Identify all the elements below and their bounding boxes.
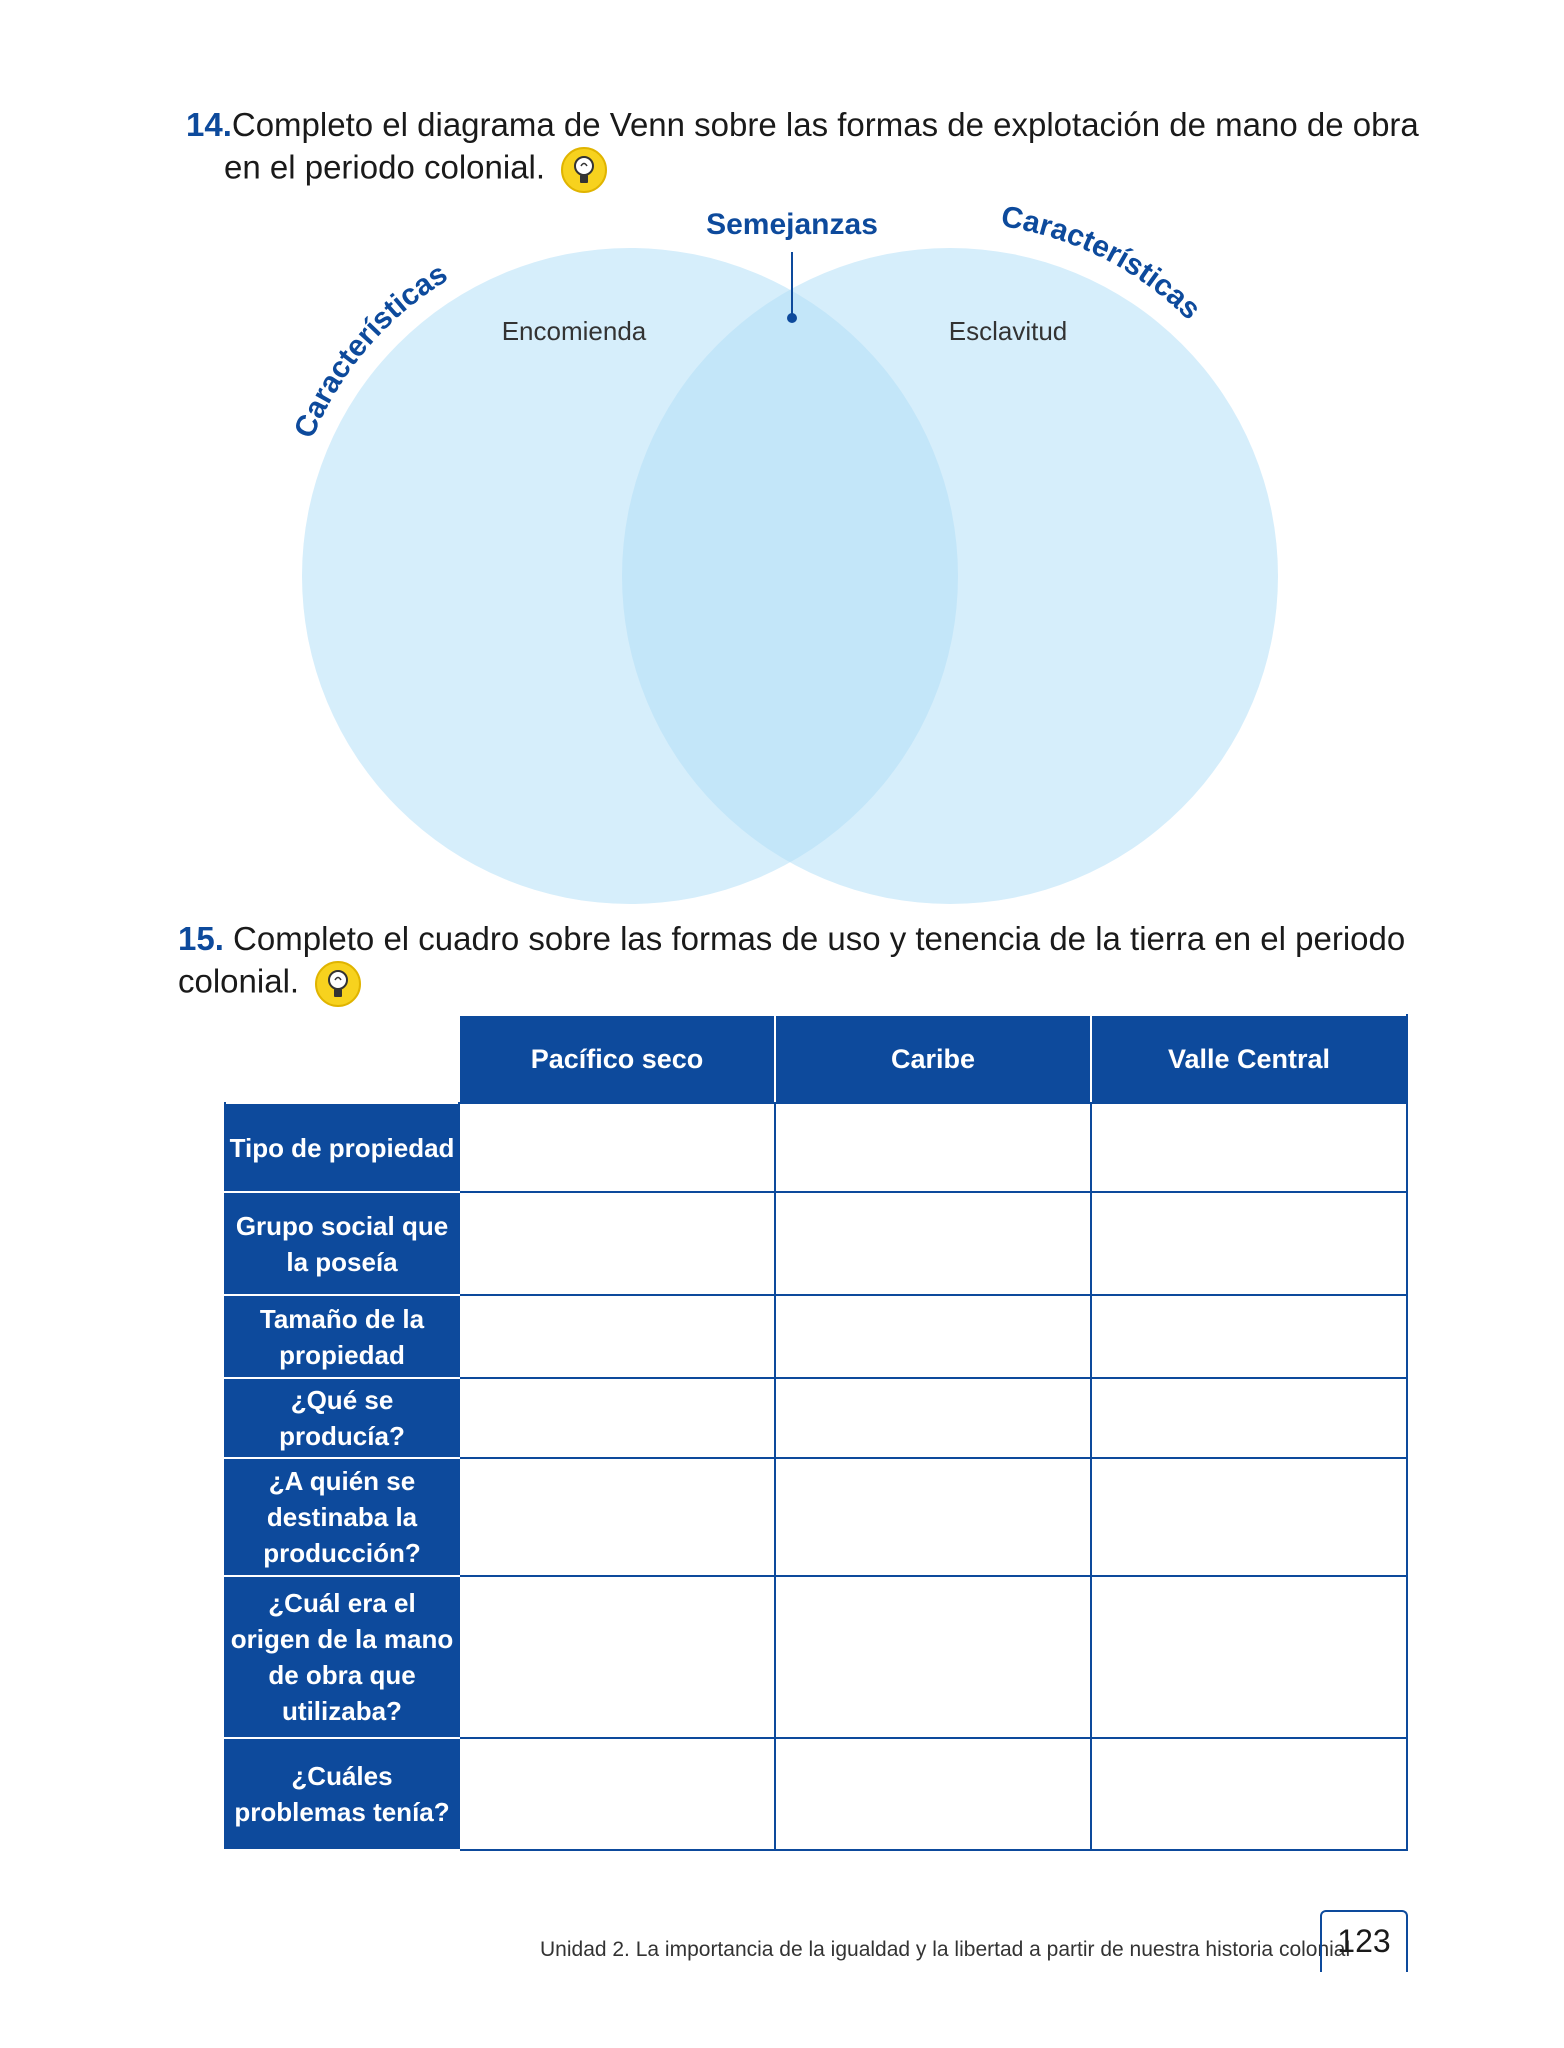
row-header-problemas: ¿Cuáles problemas tenía? [225,1738,459,1850]
row-header-tipo-propiedad: Tipo de propiedad [225,1103,459,1192]
row-header-grupo-social: Grupo social que la poseía [225,1192,459,1295]
question-15 [178,918,1478,1008]
table-row [225,1576,1407,1738]
venn-right-arc-label: Características [998,200,1208,326]
table-cell[interactable] [1091,1458,1407,1576]
lightbulb-icon [314,960,362,1008]
table-cell[interactable] [1091,1378,1407,1458]
table-cell[interactable] [775,1192,1091,1295]
venn-left-arc-label: Características [288,257,454,443]
table-cell[interactable] [459,1192,775,1295]
land-tenure-table [224,1014,1408,1851]
question-15-number: 15. [178,920,224,957]
table-cell[interactable] [775,1738,1091,1850]
row-header-que-se-producia: ¿Qué se producía? [225,1378,459,1458]
row-header-origen-mano-obra: ¿Cuál era el origen de la mano de obra que utilizaba? [225,1576,459,1738]
table-cell[interactable] [775,1576,1091,1738]
table-cell[interactable] [1091,1738,1407,1850]
question-14-text: Completo el diagrama de Venn sobre las formas de explotación de mano de obra en el periodo colonial. [224,106,1419,186]
table-cell[interactable] [459,1103,775,1192]
table-cell[interactable] [775,1295,1091,1378]
column-header-caribe: Caribe [775,1015,1091,1103]
column-header-pacifico-seco: Pacífico seco [459,1015,775,1103]
table-corner [225,1015,459,1103]
table-cell[interactable] [775,1458,1091,1576]
table-cell[interactable] [775,1103,1091,1192]
venn-left-title: Encomienda [501,316,647,346]
question-15-text: Completo el cuadro sobre las formas de uso y tenencia de la tierra en el periodo colonial. [178,920,1406,1000]
row-header-destino-produccion: ¿A quién se destinaba la producción? [225,1458,459,1576]
table-cell[interactable] [459,1738,775,1850]
table-cell[interactable] [1091,1576,1407,1738]
venn-right-title: Esclavitud [948,316,1068,346]
table-cell[interactable] [1091,1192,1407,1295]
footer-unit-title: Unidad 2. La importancia de la igualdad y la libertad a partir de nuestra historia colonial [540,1938,1351,1961]
table-row [225,1738,1407,1850]
table-cell[interactable] [459,1295,775,1378]
venn-middle-pointer-dot [787,313,797,323]
table-cell[interactable] [459,1576,775,1738]
table-cell[interactable] [775,1378,1091,1458]
venn-middle-label: Semejanzas [706,208,878,241]
table-row [225,1192,1407,1295]
table-row [225,1378,1407,1458]
row-header-tamano-propiedad: Tamaño de la propiedad [225,1295,459,1378]
table-cell[interactable] [1091,1103,1407,1192]
table-row [225,1103,1407,1192]
table-row [225,1295,1407,1378]
page-number: 123 [1320,1910,1408,1972]
table-row [225,1458,1407,1576]
table-header-row [225,1015,1407,1103]
table-cell[interactable] [1091,1295,1407,1378]
column-header-valle-central: Valle Central [1091,1015,1407,1103]
table-cell[interactable] [459,1378,775,1458]
table-cell[interactable] [459,1458,775,1576]
venn-diagram [0,0,1564,920]
question-14-number: 14. [186,106,232,143]
